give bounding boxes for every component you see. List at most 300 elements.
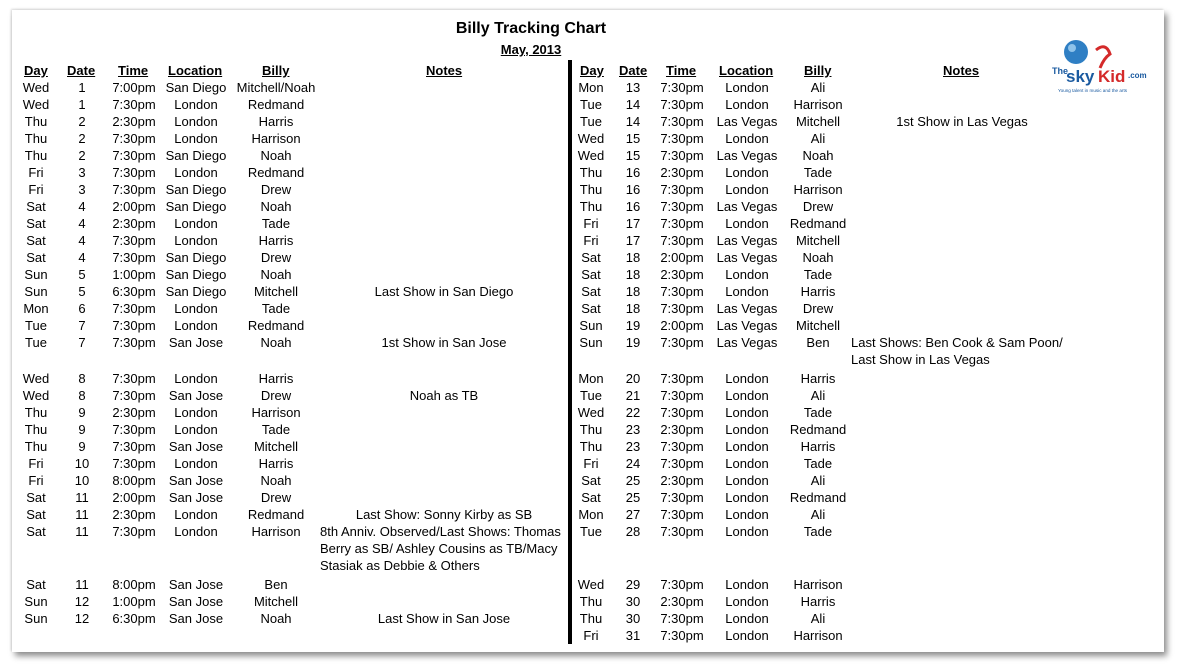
cell-notes: 8th Anniv. Observed/Last Shows: Thomas Berry as SB/ Ashley Cousins as TB/Macy Stasiak as Debbie & Others <box>320 524 561 573</box>
header-day: Day <box>580 63 604 78</box>
cell-day: Fri <box>28 473 44 488</box>
cell-date: 17 <box>625 233 641 248</box>
cell-location: San Diego <box>165 267 227 282</box>
logo-sky: sky <box>1066 67 1095 86</box>
cell-location: London <box>725 182 769 197</box>
cell-day: Thu <box>579 422 603 437</box>
cell-day: Sun <box>24 611 48 626</box>
cell-billy: Redmand <box>247 507 305 522</box>
cell-billy: Mitchell <box>795 318 841 333</box>
cell-date: 18 <box>625 284 641 299</box>
cell-day: Thu <box>579 165 603 180</box>
cell-location: San Diego <box>165 182 227 197</box>
cell-billy: Ali <box>810 473 826 488</box>
header-location: Location <box>719 63 774 78</box>
cell-location: San Diego <box>165 80 227 95</box>
logo-kid: Kid <box>1098 67 1126 86</box>
cell-day: Mon <box>578 507 604 522</box>
cell-billy: Harrison <box>793 182 843 197</box>
chart-title: Billy Tracking Chart <box>455 20 607 37</box>
cell-day: Wed <box>22 97 50 112</box>
cell-billy: Ben <box>806 335 830 350</box>
cell-time: 7:30pm <box>660 456 704 471</box>
theskykid-logo-graphic <box>1044 36 1150 98</box>
cell-date: 8 <box>78 371 86 386</box>
cell-location: London <box>725 405 769 420</box>
cell-location: London <box>725 131 769 146</box>
cell-day: Sun <box>579 318 603 333</box>
cell-day: Tue <box>580 114 602 129</box>
cell-location: London <box>725 473 769 488</box>
cell-day: Fri <box>583 216 599 231</box>
cell-day: Fri <box>583 628 599 643</box>
cell-day: Sat <box>26 199 46 214</box>
cell-day: Sun <box>24 267 48 282</box>
cell-time: 7:30pm <box>112 456 156 471</box>
cell-location: London <box>725 267 769 282</box>
cell-location: London <box>174 405 218 420</box>
cell-day: Sat <box>581 250 601 265</box>
cell-time: 2:30pm <box>660 165 704 180</box>
cell-date: 15 <box>625 148 641 163</box>
cell-date: 4 <box>78 233 86 248</box>
cell-time: 7:30pm <box>660 577 704 592</box>
cell-location: London <box>725 628 769 643</box>
cell-location: London <box>174 301 218 316</box>
cell-location: Las Vegas <box>716 148 778 163</box>
cell-billy: Redmand <box>247 165 305 180</box>
cell-location: San Diego <box>165 148 227 163</box>
cell-date: 11 <box>75 524 89 539</box>
cell-date: 5 <box>78 284 86 299</box>
cell-day: Fri <box>28 182 44 197</box>
cell-location: San Jose <box>168 335 224 350</box>
cell-notes: 1st Show in San Jose <box>381 335 507 350</box>
cell-day: Sat <box>26 250 46 265</box>
cell-day: Thu <box>24 131 48 146</box>
cell-date: 2 <box>78 148 86 163</box>
cell-date: 6 <box>78 301 86 316</box>
cell-location: London <box>725 216 769 231</box>
cell-location: London <box>725 165 769 180</box>
cell-location: Las Vegas <box>716 301 778 316</box>
cell-date: 7 <box>78 335 86 350</box>
header-date: Date <box>619 63 648 78</box>
cell-date: 17 <box>625 216 641 231</box>
cell-location: San Diego <box>165 284 227 299</box>
cell-billy: Drew <box>802 301 834 316</box>
cell-day: Sun <box>24 284 48 299</box>
cell-time: 7:30pm <box>660 301 704 316</box>
cell-date: 18 <box>625 267 641 282</box>
cell-billy: Redmand <box>789 490 847 505</box>
cell-time: 2:30pm <box>660 267 704 282</box>
cell-billy: Harris <box>800 371 836 386</box>
cell-day: Sat <box>26 507 46 522</box>
cell-day: Thu <box>579 594 603 609</box>
cell-billy: Noah <box>802 250 834 265</box>
cell-location: London <box>174 318 218 333</box>
cell-day: Wed <box>22 388 50 403</box>
cell-billy: Drew <box>802 199 834 214</box>
cell-date: 9 <box>78 439 86 454</box>
cell-date: 21 <box>625 388 641 403</box>
cell-time: 7:30pm <box>660 371 704 386</box>
cell-time: 2:00pm <box>112 490 156 505</box>
cell-billy: Noah <box>260 267 292 282</box>
cell-location: San Diego <box>165 250 227 265</box>
cell-location: London <box>174 97 218 112</box>
cell-date: 16 <box>625 165 641 180</box>
cell-billy: Tade <box>803 456 833 471</box>
cell-time: 7:30pm <box>660 284 704 299</box>
cell-day: Thu <box>24 422 48 437</box>
cell-billy: Drew <box>260 182 292 197</box>
cell-billy: Redmand <box>247 318 305 333</box>
cell-billy: Drew <box>260 490 292 505</box>
cell-time: 7:30pm <box>660 233 704 248</box>
cell-billy: Tade <box>261 422 291 437</box>
cell-day: Sat <box>26 490 46 505</box>
cell-date: 25 <box>625 490 641 505</box>
cell-notes: Last Show: Sonny Kirby as SB <box>355 507 533 522</box>
cell-day: Wed <box>577 131 605 146</box>
cell-location: San Jose <box>168 577 224 592</box>
cell-location: San Jose <box>168 388 224 403</box>
cell-day: Sat <box>581 267 601 282</box>
cell-day: Thu <box>579 439 603 454</box>
cell-time: 2:30pm <box>660 473 704 488</box>
cell-day: Sat <box>581 473 601 488</box>
cell-day: Wed <box>577 148 605 163</box>
cell-date: 2 <box>78 131 86 146</box>
cell-notes: Last Show in San Jose <box>377 611 511 626</box>
cell-time: 7:30pm <box>112 148 156 163</box>
cell-day: Wed <box>22 80 50 95</box>
cell-billy: Harris <box>258 456 294 471</box>
cell-date: 1 <box>78 80 86 95</box>
cell-time: 2:30pm <box>112 405 156 420</box>
logo-the: The <box>1052 66 1069 76</box>
cell-time: 7:30pm <box>660 216 704 231</box>
cell-date: 9 <box>78 422 86 437</box>
logo-globe-icon <box>1064 40 1088 64</box>
cell-day: Sat <box>26 233 46 248</box>
header-billy: Billy <box>804 63 832 78</box>
cell-time: 7:00pm <box>112 80 156 95</box>
cell-location: London <box>725 439 769 454</box>
cell-time: 7:30pm <box>112 439 156 454</box>
cell-date: 12 <box>74 611 90 626</box>
cell-location: Las Vegas <box>716 250 778 265</box>
cell-billy: Noah <box>260 473 292 488</box>
cell-time: 7:30pm <box>112 250 156 265</box>
cell-date: 23 <box>625 422 641 437</box>
cell-location: San Jose <box>168 594 224 609</box>
cell-billy: Noah <box>260 611 292 626</box>
cell-time: 7:30pm <box>660 80 704 95</box>
cell-date: 12 <box>74 594 90 609</box>
cell-day: Mon <box>578 80 604 95</box>
cell-billy: Harris <box>800 284 836 299</box>
cell-billy: Noah <box>802 148 834 163</box>
header-location: Location <box>168 63 223 78</box>
cell-time: 2:30pm <box>660 594 704 609</box>
cell-date: 20 <box>625 371 641 386</box>
cell-day: Fri <box>28 165 44 180</box>
cell-billy: Harrison <box>251 131 301 146</box>
cell-location: London <box>725 456 769 471</box>
cell-day: Sat <box>581 301 601 316</box>
cell-billy: Mitchell <box>795 114 841 129</box>
cell-location: London <box>174 216 218 231</box>
cell-time: 2:30pm <box>660 422 704 437</box>
cell-date: 4 <box>78 250 86 265</box>
cell-billy: Redmand <box>247 97 305 112</box>
cell-date: 22 <box>625 405 641 420</box>
cell-location: London <box>725 422 769 437</box>
cell-date: 18 <box>625 301 641 316</box>
cell-time: 7:30pm <box>112 131 156 146</box>
cell-location: London <box>725 284 769 299</box>
cell-date: 11 <box>75 507 89 522</box>
cell-day: Tue <box>580 524 602 539</box>
cell-time: 7:30pm <box>112 371 156 386</box>
cell-location: London <box>174 131 218 146</box>
cell-time: 2:00pm <box>660 250 704 265</box>
cell-billy: Harrison <box>251 405 301 420</box>
cell-location: London <box>725 594 769 609</box>
cell-day: Thu <box>24 439 48 454</box>
cell-day: Sat <box>581 284 601 299</box>
cell-billy: Harris <box>258 233 294 248</box>
cell-time: 8:00pm <box>112 473 156 488</box>
cell-time: 7:30pm <box>660 335 704 350</box>
cell-time: 2:00pm <box>112 199 156 214</box>
cell-time: 7:30pm <box>660 182 704 197</box>
cell-location: San Jose <box>168 611 224 626</box>
logo-com: .com <box>1128 71 1147 80</box>
cell-day: Thu <box>579 199 603 214</box>
cell-billy: Harris <box>800 594 836 609</box>
cell-date: 16 <box>625 182 641 197</box>
cell-day: Sat <box>26 524 46 539</box>
cell-billy: Ali <box>810 388 826 403</box>
cell-day: Tue <box>580 388 602 403</box>
cell-date: 11 <box>75 490 89 505</box>
cell-time: 7:30pm <box>112 233 156 248</box>
cell-day: Thu <box>579 182 603 197</box>
cell-location: San Jose <box>168 490 224 505</box>
cell-billy: Tade <box>261 301 291 316</box>
cell-location: Las Vegas <box>716 114 778 129</box>
cell-location: London <box>174 114 218 129</box>
cell-date: 10 <box>74 473 90 488</box>
cell-date: 9 <box>78 405 86 420</box>
cell-billy: Harris <box>800 439 836 454</box>
cell-date: 4 <box>78 216 86 231</box>
header-time: Time <box>666 63 697 78</box>
cell-time: 7:30pm <box>660 131 704 146</box>
cell-billy: Mitchell <box>253 284 299 299</box>
cell-time: 7:30pm <box>112 422 156 437</box>
cell-billy: Ben <box>264 577 288 592</box>
cell-date: 11 <box>75 577 89 592</box>
cell-location: London <box>174 233 218 248</box>
cell-day: Sat <box>26 216 46 231</box>
cell-date: 7 <box>78 318 86 333</box>
cell-day: Tue <box>25 335 47 350</box>
cell-location: London <box>725 97 769 112</box>
cell-time: 7:30pm <box>660 524 704 539</box>
cell-billy: Noah <box>260 335 292 350</box>
cell-date: 27 <box>625 507 641 522</box>
cell-billy: Noah <box>260 199 292 214</box>
cell-day: Thu <box>579 611 603 626</box>
cell-time: 1:00pm <box>112 267 156 282</box>
cell-location: London <box>174 165 218 180</box>
cell-billy: Harrison <box>251 524 301 539</box>
cell-billy: Harrison <box>793 97 843 112</box>
header-day: Day <box>24 63 48 78</box>
cell-billy: Redmand <box>789 216 847 231</box>
cell-time: 7:30pm <box>660 611 704 626</box>
cell-time: 7:30pm <box>660 628 704 643</box>
cell-day: Tue <box>580 97 602 112</box>
cell-billy: Redmand <box>789 422 847 437</box>
theskykid-logo <box>1044 36 1150 98</box>
cell-billy: Ali <box>810 507 826 522</box>
cell-time: 7:30pm <box>660 199 704 214</box>
cell-day: Fri <box>28 456 44 471</box>
cell-date: 19 <box>625 318 641 333</box>
cell-time: 7:30pm <box>112 301 156 316</box>
cell-day: Wed <box>22 371 50 386</box>
cell-billy: Noah <box>260 148 292 163</box>
cell-day: Mon <box>578 371 604 386</box>
cell-time: 6:30pm <box>112 284 156 299</box>
cell-billy: Ali <box>810 80 826 95</box>
cell-date: 19 <box>625 335 641 350</box>
cell-location: San Jose <box>168 439 224 454</box>
cell-day: Wed <box>577 577 605 592</box>
cell-time: 7:30pm <box>112 524 156 539</box>
cell-date: 5 <box>78 267 86 282</box>
cell-time: 2:00pm <box>660 318 704 333</box>
cell-location: London <box>725 371 769 386</box>
cell-date: 31 <box>625 628 641 643</box>
cell-day: Sat <box>581 490 601 505</box>
cell-location: Las Vegas <box>716 199 778 214</box>
cell-day: Fri <box>583 456 599 471</box>
cell-time: 1:00pm <box>112 594 156 609</box>
cell-day: Wed <box>577 405 605 420</box>
cell-billy: Tade <box>803 165 833 180</box>
cell-date: 10 <box>74 456 90 471</box>
cell-billy: Harris <box>258 114 294 129</box>
cell-day: Thu <box>24 405 48 420</box>
cell-time: 7:30pm <box>660 388 704 403</box>
cell-billy: Ali <box>810 611 826 626</box>
cell-time: 2:30pm <box>112 114 156 129</box>
cell-billy: Mitchell <box>253 439 299 454</box>
cell-billy: Tade <box>803 405 833 420</box>
cell-day: Sun <box>579 335 603 350</box>
cell-date: 24 <box>625 456 641 471</box>
cell-time: 7:30pm <box>112 318 156 333</box>
cell-time: 6:30pm <box>112 611 156 626</box>
cell-date: 23 <box>625 439 641 454</box>
cell-day: Thu <box>24 148 48 163</box>
cell-location: London <box>174 422 218 437</box>
cell-day: Fri <box>583 233 599 248</box>
cell-time: 7:30pm <box>660 439 704 454</box>
cell-location: London <box>725 524 769 539</box>
cell-date: 2 <box>78 114 86 129</box>
logo-tagline: Young talent in music and the arts <box>1058 88 1128 93</box>
cell-time: 8:00pm <box>112 577 156 592</box>
cell-location: London <box>725 611 769 626</box>
cell-date: 8 <box>78 388 86 403</box>
cell-billy: Harrison <box>793 628 843 643</box>
cell-billy: Drew <box>260 250 292 265</box>
cell-date: 1 <box>78 97 86 112</box>
logo-figure-icon <box>1096 47 1110 68</box>
cell-location: Las Vegas <box>716 335 778 350</box>
cell-day: Mon <box>23 301 49 316</box>
cell-notes: Noah as TB <box>409 388 479 403</box>
cell-location: London <box>725 507 769 522</box>
cell-location: London <box>725 80 769 95</box>
cell-billy: Tade <box>803 524 833 539</box>
cell-billy: Mitchell/Noah <box>236 80 316 95</box>
header-date: Date <box>67 63 96 78</box>
cell-time: 7:30pm <box>660 114 704 129</box>
cell-notes: Last Show in San Diego <box>374 284 514 299</box>
header-notes: Notes <box>426 63 463 78</box>
cell-notes: 1st Show in Las Vegas <box>896 114 1028 129</box>
cell-date: 16 <box>625 199 641 214</box>
cell-day: Tue <box>25 318 47 333</box>
cell-billy: Tade <box>803 267 833 282</box>
cell-time: 7:30pm <box>660 507 704 522</box>
cell-location: London <box>174 371 218 386</box>
cell-billy: Harrison <box>793 577 843 592</box>
cell-date: 25 <box>625 473 641 488</box>
chart-subtitle: May, 2013 <box>500 42 562 57</box>
cell-date: 30 <box>625 594 641 609</box>
cell-date: 3 <box>78 165 86 180</box>
cell-billy: Harris <box>258 371 294 386</box>
cell-location: Las Vegas <box>716 233 778 248</box>
cell-billy: Drew <box>260 388 292 403</box>
cell-date: 29 <box>625 577 641 592</box>
cell-time: 7:30pm <box>660 148 704 163</box>
header-notes: Notes <box>943 63 980 78</box>
cell-date: 14 <box>625 114 641 129</box>
cell-time: 2:30pm <box>112 507 156 522</box>
cell-time: 2:30pm <box>112 216 156 231</box>
cell-notes: Last Shows: Ben Cook & Sam Poon/ Last Show in Las Vegas <box>851 335 1063 367</box>
cell-location: London <box>174 456 218 471</box>
cell-time: 7:30pm <box>660 405 704 420</box>
cell-time: 7:30pm <box>660 97 704 112</box>
cell-billy: Mitchell <box>795 233 841 248</box>
cell-day: Sun <box>24 594 48 609</box>
header-time: Time <box>118 63 149 78</box>
cell-location: San Diego <box>165 199 227 214</box>
cell-location: London <box>725 490 769 505</box>
